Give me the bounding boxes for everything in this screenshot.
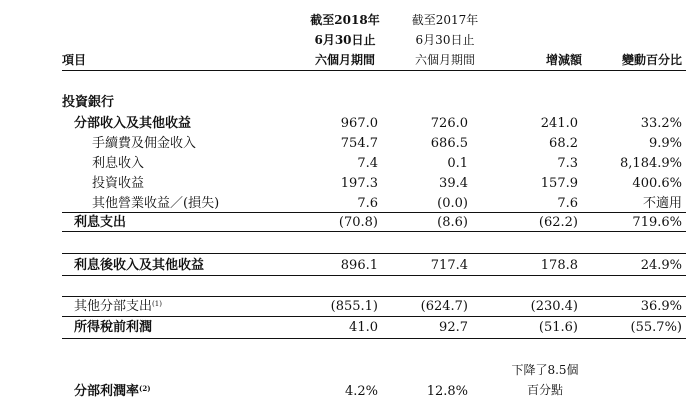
cell-change: 68.2 [549, 136, 578, 151]
cell-pct: 不適用 [642, 196, 682, 211]
header-2017-line2: 6月30日止 [415, 33, 475, 47]
header-rule [62, 70, 686, 71]
cell-2018: 967.0 [340, 116, 378, 131]
row-label: 分部收入及其他收益 [74, 116, 192, 131]
cell-pct: 8,184.9% [620, 156, 682, 171]
cell-2017: 717.4 [430, 258, 468, 273]
row-label: 其他營業收益／(損失) [92, 196, 220, 211]
cell-change: 157.9 [540, 176, 578, 191]
row-label-text: 分部利潤率 [74, 384, 140, 399]
cell-pct: 9.9% [648, 136, 682, 151]
row-rule [62, 296, 686, 297]
cell-2018: 7.6 [357, 196, 378, 211]
row-label: 手續費及佣金收入 [92, 136, 197, 151]
cell-2017: (0.0) [437, 196, 468, 211]
cell-2018: (855.1) [330, 299, 378, 314]
row-rule [62, 316, 686, 317]
cell-2017: 12.8% [426, 384, 468, 399]
cell-2018: 197.3 [340, 176, 378, 191]
row-rule [62, 231, 686, 232]
cell-change: 241.0 [540, 116, 578, 131]
header-2017-line1: 截至2017年 [411, 13, 479, 27]
cell-2018: 41.0 [349, 320, 378, 335]
cell-2018: 7.4 [357, 156, 378, 171]
cell-2017: 92.7 [439, 320, 468, 335]
cell-2017: 39.4 [439, 176, 468, 191]
cell-change: (62.2) [538, 215, 578, 230]
cell-2018: (70.8) [338, 215, 378, 230]
cell-2017: (8.6) [437, 215, 468, 230]
cell-2017: 686.5 [430, 136, 468, 151]
row-label [74, 385, 151, 398]
row-label: 利息收入 [92, 156, 145, 171]
row-label: 利息支出 [74, 215, 127, 230]
cell-2017: 726.0 [430, 116, 468, 131]
section-title: 投資銀行 [62, 95, 115, 110]
cell-2018: 896.1 [340, 258, 378, 273]
row-label-text: 其他分部支出 [74, 299, 153, 314]
cell-pct: (55.7%) [630, 320, 682, 335]
cell-pct: 36.9% [640, 299, 682, 314]
header-2018-line1: 截至2018年 [310, 13, 380, 27]
cell-2018: 754.7 [340, 136, 378, 151]
cell-pct: 719.6% [632, 215, 682, 230]
cell-pct: 400.6% [632, 176, 682, 191]
row-rule [62, 212, 686, 213]
footnote-marker: (2) [139, 384, 151, 393]
row-label: 利息後收入及其他收益 [74, 258, 205, 273]
row-label: 投資收益 [92, 176, 145, 191]
cell-pct: 33.2% [640, 116, 682, 131]
row-label [74, 300, 162, 313]
header-pct: 變動百分比 [621, 53, 682, 67]
cell-2018: 4.2% [344, 384, 378, 399]
footnote-marker: (1) [152, 300, 162, 308]
header-2017-line3: 六個月期間 [414, 53, 475, 67]
row-rule [62, 338, 686, 339]
cell-change-line2: 百分點 [526, 383, 563, 397]
cell-change: 7.3 [557, 156, 578, 171]
cell-2017: (624.7) [420, 299, 468, 314]
header-2018-line2: 6月30日止 [314, 33, 376, 47]
header-change: 增減額 [545, 53, 582, 67]
cell-2017: 0.1 [447, 156, 468, 171]
header-2018-line3: 六個月期間 [314, 53, 375, 67]
header-label: 項目 [62, 53, 87, 67]
cell-change: (51.6) [538, 320, 578, 335]
row-rule [62, 253, 686, 254]
cell-change: (230.4) [530, 299, 578, 314]
cell-change: 7.6 [557, 196, 578, 211]
row-label: 所得稅前利潤 [74, 320, 153, 335]
row-rule [62, 275, 686, 276]
cell-change-line1: 下降了8.5個 [511, 363, 579, 377]
cell-pct: 24.9% [640, 258, 682, 273]
cell-change: 178.8 [540, 258, 578, 273]
